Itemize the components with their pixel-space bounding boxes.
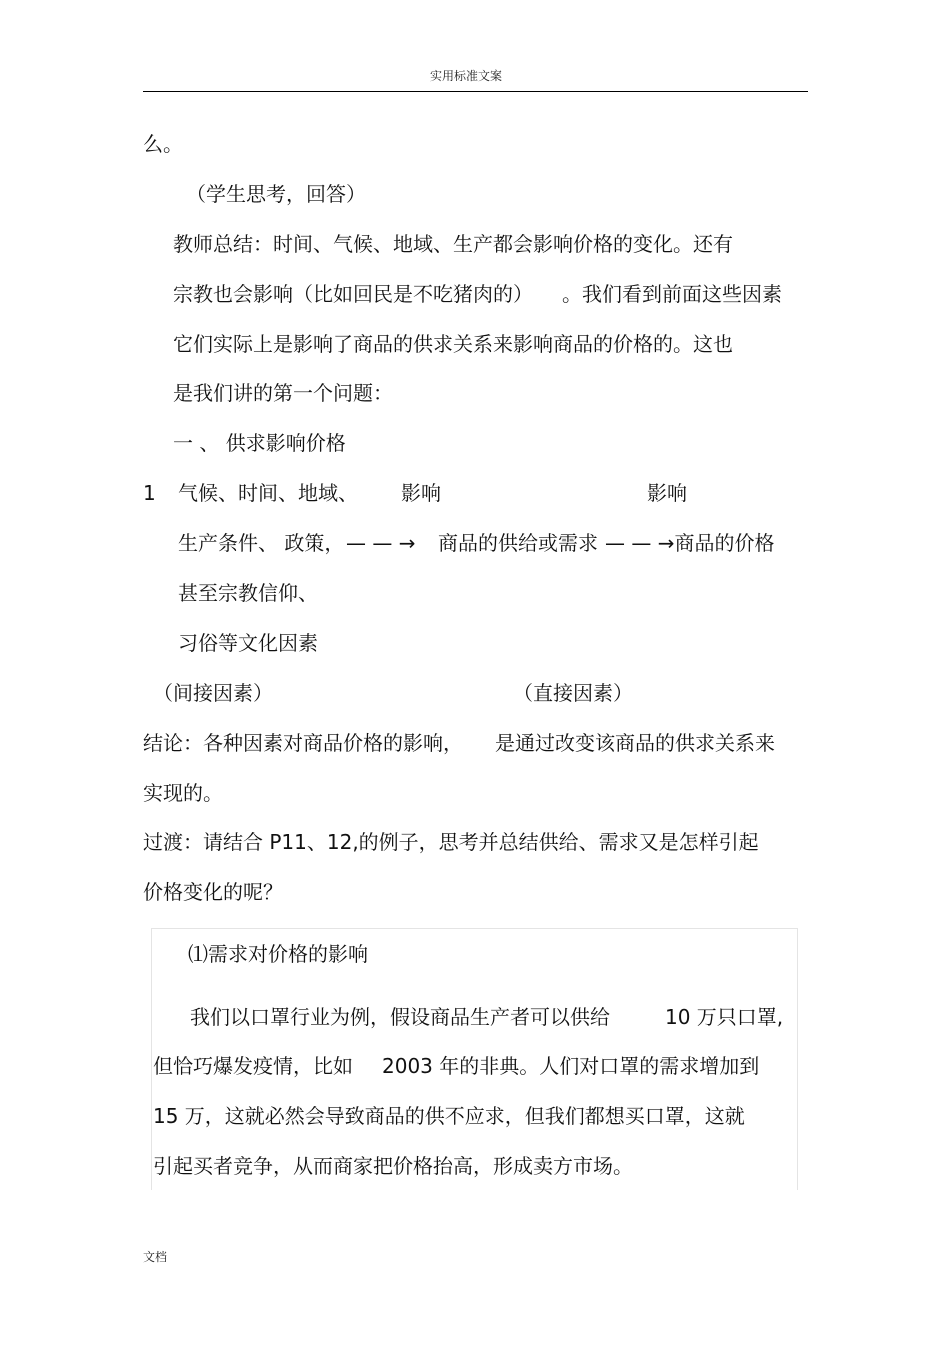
text-line: 。我们看到前面这些因素 xyxy=(562,282,782,306)
section-heading: 一 、 供求影响价格 xyxy=(173,431,346,455)
box-paragraph-line: 但恰巧爆发疫情，比如 xyxy=(153,1054,353,1078)
text-line: 宗教也会影响（比如回民是不吃猪肉的） xyxy=(173,282,533,306)
direct-label: （直接因素） xyxy=(513,681,633,705)
factor-text: 习俗等文化因素 xyxy=(178,631,318,655)
transition-text: 价格变化的呢？ xyxy=(143,880,283,904)
influence-label: 影响 xyxy=(401,481,441,505)
text-line: 么。 xyxy=(143,132,183,156)
box-paragraph-line: 15 万，这就必然会导致商品的供不应求，但我们都想买口罩，这就 xyxy=(153,1104,745,1128)
header-title: 实用标准文案 xyxy=(430,69,503,83)
box-paragraph-line: 引起买者竞争，从而商家把价格抬高，形成卖方市场。 xyxy=(153,1154,633,1178)
text-line: 是我们讲的第一个问题： xyxy=(173,381,393,405)
text-line: 它们实际上是影响了商品的供求关系来影响商品的价格的。这也 xyxy=(173,332,733,356)
factor-text: 生产条件、 政策， xyxy=(178,531,345,555)
text-line: 教师总结：时间、气候、地域、生产都会影响价格的变化。还有 xyxy=(173,232,733,256)
factor-text: 气候、时间、地域、 xyxy=(178,481,358,505)
header-divider xyxy=(143,91,808,92)
arrow-price: — — →商品的价格 xyxy=(605,531,775,555)
box-paragraph-line: 2003 年的非典。人们对口罩的需求增加到 xyxy=(382,1054,760,1078)
footer-label: 文档 xyxy=(143,1250,168,1264)
box-heading: ⑴需求对价格的影响 xyxy=(188,942,368,966)
conclusion-text: 实现的。 xyxy=(143,781,223,805)
item-number: 1 xyxy=(143,481,156,505)
factor-text: 甚至宗教信仰、 xyxy=(178,581,318,605)
box-paragraph-line: 10 万只口罩, xyxy=(665,1005,784,1029)
influence-label: 影响 xyxy=(647,481,687,505)
supply-demand-text: 商品的供给或需求 xyxy=(438,531,598,555)
conclusion-text: 结论：各种因素对商品价格的影响， xyxy=(143,731,463,755)
text-line: （学生思考，回答） xyxy=(186,182,366,206)
transition-text: 过渡：请结合 P11、12,的例子，思考并总结供给、需求又是怎样引起 xyxy=(143,830,759,854)
indirect-label: （间接因素） xyxy=(153,681,273,705)
conclusion-text: 是通过改变该商品的供求关系来 xyxy=(495,731,775,755)
arrow: — — → xyxy=(346,531,416,555)
box-paragraph-line: 我们以口罩行业为例，假设商品生产者可以供给 xyxy=(190,1005,610,1029)
